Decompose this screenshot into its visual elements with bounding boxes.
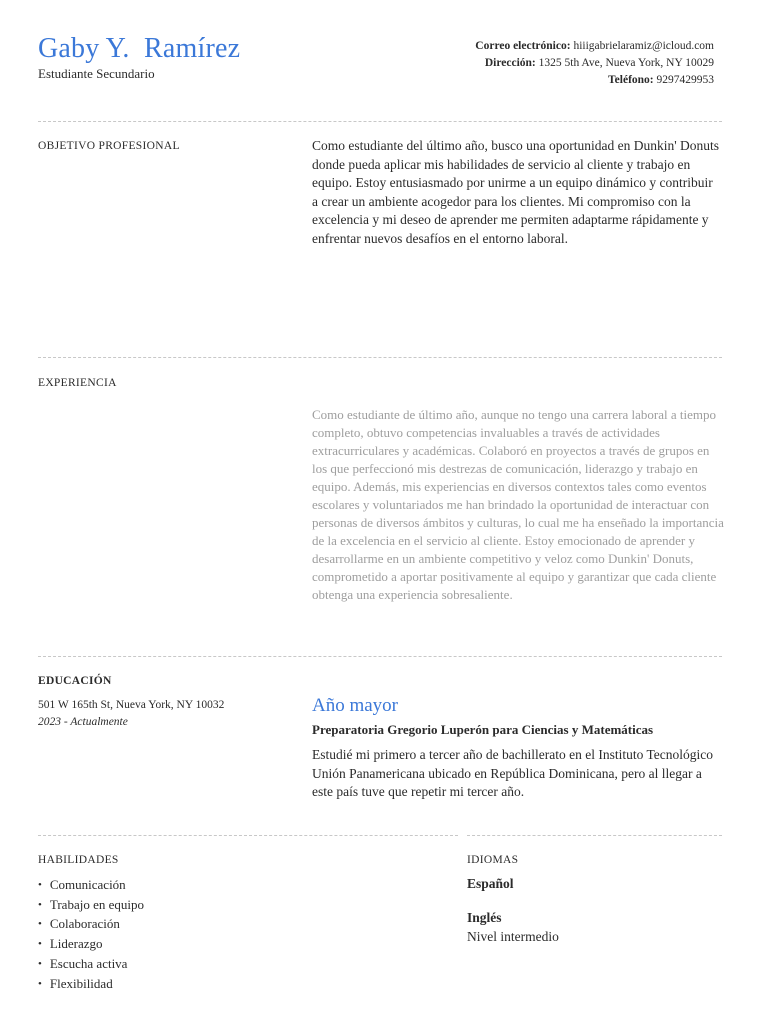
- skill-item: • Colaboración: [38, 915, 144, 935]
- skill-item: • Escucha activa: [38, 955, 144, 975]
- language-name: Inglés: [467, 910, 502, 925]
- education-address: 501 W 165th St, Nueva York, NY 10032: [38, 699, 225, 711]
- section-divider: [38, 656, 722, 657]
- experience-heading: EXPERIENCIA: [38, 377, 117, 389]
- candidate-name: Gaby Y. Ramírez: [38, 33, 241, 64]
- section-divider: [38, 357, 722, 358]
- education-text: Estudié mi primero a tercer año de bachillerato en el Instituto Tecnológico Unión Panamericana ubicado en República Dominicana, pero al llegar a este país tuve que repetir mi tercer año.: [312, 747, 714, 799]
- languages-heading: IDIOMAS: [467, 854, 519, 866]
- education-heading: EDUCACIÓN: [38, 675, 112, 687]
- objective-heading: OBJETIVO PROFESIONAL: [38, 140, 180, 152]
- skill-item: • Trabajo en equipo: [38, 896, 144, 916]
- address-label: Dirección:: [484, 57, 536, 69]
- skills-list: [38, 876, 144, 994]
- candidate-title: Estudiante Secundario: [38, 66, 155, 81]
- email-label: Correo electrónico:: [475, 40, 571, 52]
- objective-text: Como estudiante del último año, busco una oportunidad en Dunkin' Donuts donde pueda aplicar mis habilidades de servicio al cliente y trabajo en equipo. Estoy entusiasmado por unirme a un equipo dinámico y contribuir a crear un ambiente acogedor para los clientes. Mi compromiso con la excelencia y mi deseo de aprender me permiten adaptarme rápidamente y enfrentar nuevos desafíos en el entorno laboral.: [312, 138, 720, 246]
- contact-address: [475, 55, 714, 72]
- skill-item: • Flexibilidad: [38, 975, 144, 995]
- phone-label: Teléfono:: [608, 74, 654, 86]
- contact-block: [475, 38, 714, 89]
- contact-email: [475, 38, 714, 55]
- education-degree-heading: Año mayor: [312, 695, 399, 716]
- section-divider: [38, 121, 722, 122]
- language-level: Nivel intermedio: [467, 929, 559, 944]
- skill-item: • Comunicación: [38, 876, 144, 896]
- address-value: 1325 5th Ave, Nueva York, NY 10029: [538, 57, 714, 69]
- email-value[interactable]: hiiigabrielaramiz@icloud.com: [573, 40, 714, 52]
- section-divider-left: [38, 835, 458, 836]
- education-dates: 2023 - Actualmente: [38, 716, 128, 728]
- contact-phone: [475, 72, 714, 89]
- skills-heading: HABILIDADES: [38, 854, 119, 866]
- phone-value: 9297429953: [656, 74, 714, 86]
- experience-text: Como estudiante de último año, aunque no tengo una carrera laboral a tiempo completo, obtuvo competencias invaluables a través de actividades extracurriculares y académicas. Colaboró en proyectos a través de grupos en los que perfeccionó mis destrezas de comunicación, liderazgo y trabajo en equipo. Además, mis experiencias en diversos contextos tales como eventos escolares y voluntariados me han brindado la oportunidad de interactuar con personas de diversos ámbitos y culturas, lo cual me ha enseñado la importancia de la excelencia en el servicio al cliente. Estoy emocionado de aprender y desarrollarme en un ambiente competitivo y veloz como Dunkin' Donuts, comprometido a aportar positivamente al equipo y garantizar que cada cliente obtenga una experiencia sobresaliente.: [312, 407, 724, 602]
- language-name: Español: [467, 876, 514, 891]
- skill-item: • Liderazgo: [38, 935, 144, 955]
- section-divider-right: [467, 835, 722, 836]
- education-school: Preparatoria Gregorio Luperón para Ciencias y Matemáticas: [312, 722, 654, 737]
